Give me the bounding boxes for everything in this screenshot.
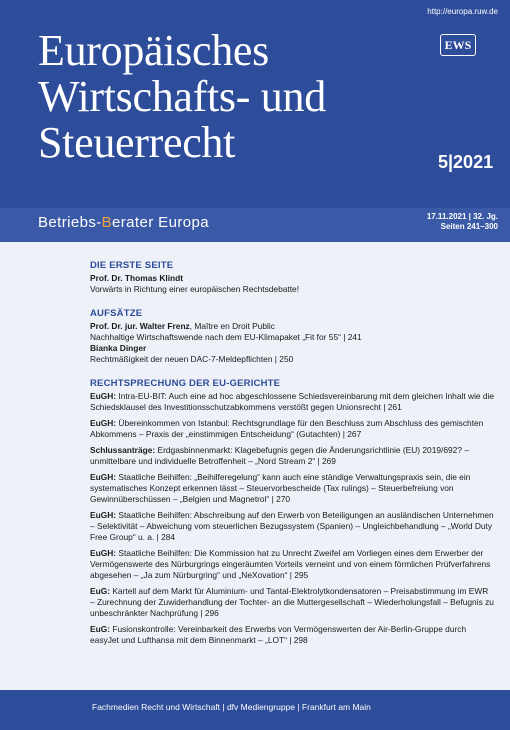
ews-logo: EWS [440,34,476,56]
title-line-3: Steuerrecht [38,118,236,167]
section-heading-erste-seite: DIE ERSTE SEITE [90,260,174,271]
list-item[interactable]: Rechtmäßigkeit der neuen DAC-7-Meldepflichten | 250 [90,354,294,364]
website-url[interactable]: http://europa.ruw.de [427,7,498,16]
title-line-2: Wirtschafts- und [38,72,326,121]
author-name: Prof. Dr. jur. Walter Frenz, Maître en Droit Public [90,321,275,331]
table-of-contents [0,242,510,690]
list-item[interactable]: Schlussanträge: Erdgasbinnenmarkt: Klagebefugnis gegen die Änderungsrichtlinie (EU) 2019/692? – unmittelbare und individuelle Betroffenheit – „Nord Stream 2“ | 269 [90,445,469,466]
issue-pages: Seiten 241–300 [440,222,498,231]
list-item[interactable]: EuGH: Staatliche Beihilfen: Die Kommission hat zu Unrecht Zweifel am Vorliegen eines dem Erwerber der Vermögenswerte des Nürburgrings eingeräumten Vorteils verneint und von einem förmlichen Prüfverfahrens abgesehen – „Ja zum Nürburgring“ und „NeXovation“ | 295 [90,548,491,580]
issue-meta [427,212,498,232]
title-line-1: Europäisches [38,26,269,75]
issue-date: 17.11.2021 | 32. Jg. [426,212,498,221]
list-item[interactable]: EuG: Fusionskontrolle: Vereinbarkeit des Erwerbs von Vermögenswerten der Air-Berlin-Gruppe durch easyJet und Lufthansa mit dem Binnenmarkt – „LOT“ | 298 [90,624,467,645]
author-name: Prof. Dr. Thomas Klindt [90,273,184,283]
journal-title [38,28,326,166]
section-heading-rechtsprechung: RECHTSPRECHUNG DER EU-GERICHTE [90,378,281,389]
list-item[interactable]: Vorwärts in Richtung einer europäischen Rechtsdebatte! [90,284,300,294]
author-name: Bianka Dinger [90,343,147,353]
list-item[interactable]: EuGH: Übereinkommen von Istanbul: Rechtsgrundlage für den Beschluss zum Abschluss des gemischten Abkommens – Praxis der „einstimmigen Entscheidung“ (Gutachten) | 267 [90,418,484,439]
series-name [38,214,209,231]
list-item[interactable]: Nachhaltige Wirtschaftswende nach dem EU-Klimapaket „Fit for 55“ | 241 [90,332,362,342]
series-b-letter: B [101,214,113,231]
section-heading-aufsaetze: AUFSÄTZE [90,308,143,319]
list-item[interactable]: EuGH: Staatliche Beihilfen: Abschreibung auf den Erwerb von Beteiligungen an ausländischen Unternehmen – Selektivität – Abweichung vom steuerlichen Bezugssystem (Spanien) – Ungleichbehandlung – „World Duty Free Group“ u. a. | 284 [90,510,494,542]
series-part-2: erater Europa [112,214,209,231]
publisher-footer: Fachmedien Recht und Wirtschaft | dfv Mediengruppe | Frankfurt am Main [92,702,371,712]
list-item[interactable]: EuGH: Staatliche Beihilfen: „Beihilferegelung“ kann auch eine ständige Verwaltungspraxis sein, die ein systematisches Konzept erkennen lässt – Steuervorbescheide (Tax rulings) – Steuerbefreiung von Gewinnüberschüssen – „Belgien und Magnetrol“ | 270 [90,472,471,504]
issue-number: 5|2021 [438,152,494,172]
list-item[interactable]: EuG: Kartell auf dem Markt für Aluminium- und Tantal-Elektrolytkondensatoren – Preisabstimmung im EWR – Zurechnung der Zuwiderhandlung der Tochter- an die Muttergesellschaft – Wiederholungsfall – Befugnis zu unbeschränkter Nachprüfung | 296 [90,586,494,618]
list-item[interactable]: EuGH: Intra-EU-BIT: Auch eine ad hoc abgeschlossene Schiedsvereinbarung mit dem gleichen Inhalt wie die Schiedsklausel des Investitionsschutzabkommens verstößt gegen Unionsrecht | 261 [90,391,495,412]
series-part-1: Betriebs- [38,214,102,231]
